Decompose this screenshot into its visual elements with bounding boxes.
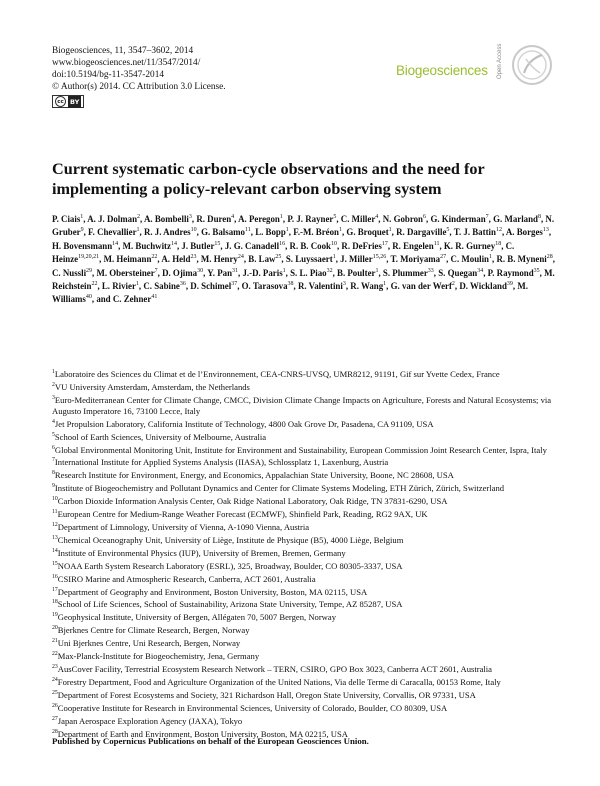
- affiliation-number: 10: [52, 496, 58, 503]
- author-affiliation-mark: 11: [433, 240, 440, 247]
- author: M. Heimann: [103, 254, 152, 265]
- author-affiliation-mark: 1: [136, 227, 140, 234]
- journal-name: Biogeosciences: [396, 63, 488, 78]
- author-affiliation-mark: 22: [91, 280, 98, 287]
- affiliation: [52, 636, 562, 649]
- author-affiliation-mark: 38: [287, 280, 294, 287]
- author: G. Balsamo: [201, 227, 245, 238]
- author: M. Buchwitz: [122, 240, 171, 251]
- affiliation-text: VU University Amsterdam, Amsterdam, the Netherlands: [54, 381, 250, 392]
- author-affiliation-mark: 1: [282, 267, 286, 274]
- author: C. Moulin: [450, 254, 489, 265]
- affiliation-number: 23: [52, 663, 58, 670]
- affiliation-text: Japan Aerospace Exploration Agency (JAXA), Tokyo: [57, 715, 243, 726]
- affiliation: [52, 714, 562, 727]
- affiliation: [52, 507, 562, 520]
- affiliation: [52, 649, 562, 662]
- author-affiliation-mark: 1: [279, 214, 283, 220]
- author: R. J. Andres: [143, 227, 191, 238]
- affiliation-list: [52, 367, 562, 739]
- affiliation: [52, 430, 562, 443]
- affiliation-text: School of Life Sciences, School of Sustainability, Arizona State University, Tempe, AZ 85287, USA: [57, 599, 403, 610]
- author-affiliation-mark: 13: [542, 227, 549, 234]
- author: F.-M. Bréon: [293, 227, 339, 238]
- author: T. J. Battin: [453, 227, 496, 238]
- affiliation-text: Department of Forest Ecosystems and Society, 321 Richardson Hall, Oregon State University, Corvallis, OR 97331, USA: [57, 689, 476, 700]
- author-affiliation-mark: 5: [333, 214, 337, 220]
- author-affiliation-mark: 22: [151, 254, 158, 261]
- affiliation: [52, 494, 562, 507]
- author: R. B. Cook: [289, 240, 331, 251]
- author: C. Heinze: [52, 240, 515, 265]
- affiliation-text: Geophysical Institute, University of Bergen, Allégaten 70, 5007 Bergen, Norway: [57, 612, 337, 623]
- author-affiliation-mark: 3: [188, 214, 192, 220]
- author: T. Moriyama: [390, 254, 441, 265]
- affiliation-text: Department of Geography and Environment, Boston University, Boston, MA 02115, USA: [57, 586, 368, 597]
- author-affiliation-mark: 14: [112, 240, 119, 247]
- author-affiliation-mark: 34: [477, 267, 484, 274]
- author: C. Zehner: [112, 294, 152, 305]
- author: G. van der Werf: [390, 280, 452, 291]
- cc-license-badge[interactable]: [52, 95, 84, 108]
- affiliation-number: 25: [52, 689, 58, 696]
- affiliation-text: Euro-Mediterranean Center for Climate Change, CMCC, Division Climate Change Impacts on Agriculture, Forests and Natural Ecosystems; via Augusto Imperatore 16, 73100 Lecce, Italy: [52, 394, 552, 416]
- citation-line: Biogeosciences, 11, 3547–3602, 2014: [52, 46, 194, 56]
- author-affiliation-mark: 1: [383, 280, 387, 287]
- affiliation-text: CSIRO Marine and Atmospheric Research, Canberra, ACT 2601, Australia: [57, 573, 316, 584]
- affiliation: [52, 380, 562, 393]
- affiliation-text: International Institute for Applied Systems Analysis (IIASA), Schlossplatz 1, Laxenburg, Austria: [54, 457, 389, 468]
- author: R. B. Myneni: [496, 254, 547, 265]
- affiliation-text: School of Earth Sciences, University of Melbourne, Australia: [54, 431, 267, 442]
- affiliation-number: 14: [52, 547, 58, 554]
- affiliation: [52, 675, 562, 688]
- author: R. DeFries: [341, 240, 382, 251]
- author: A. Held: [161, 254, 191, 265]
- author: C. Sabine: [143, 280, 180, 291]
- author: O. Tarasova: [241, 280, 288, 291]
- affiliation-text: European Centre for Medium-Range Weather Forecast (ECMWF), Shinfield Park, Reading, RG2 9AX, UK: [57, 508, 428, 519]
- author: A. J. Dolman: [87, 213, 138, 224]
- author-affiliation-mark: 15,26: [372, 254, 387, 261]
- author: J. G. Canadell: [224, 240, 280, 251]
- affiliation-text: Department of Limnology, University of Vienna, A-1090 Vienna, Austria: [57, 521, 310, 532]
- author: B. Law: [248, 254, 276, 265]
- author-affiliation-mark: 2: [451, 280, 455, 287]
- affiliation-text: Cooperative Institute for Research in Environmental Sciences, University of Colorado, Boulder, CO 80309, USA: [57, 702, 448, 713]
- author: R. Dargaville: [396, 227, 447, 238]
- author: R. Engelen: [392, 240, 434, 251]
- author-affiliation-mark: 3: [342, 280, 346, 287]
- affiliation-text: Department of Earth and Environment, Boston University, Boston, MA 02215, USA: [57, 728, 348, 739]
- author-affiliation-mark: 1: [285, 227, 289, 234]
- author-affiliation-mark: 17: [381, 240, 388, 247]
- author-affiliation-mark: 5: [446, 227, 450, 234]
- author: D. Ojima: [162, 267, 198, 278]
- affiliation-number: 12: [52, 522, 58, 529]
- author-affiliation-mark: 11: [244, 227, 251, 234]
- author-affiliation-mark: 25: [275, 254, 282, 261]
- affiliation: [52, 572, 562, 585]
- author: M. Reichstein: [52, 267, 555, 291]
- affiliation-text: AusCover Facility, Terrestrial Ecosystem Research Network – TERN, CSIRO, GPO Box 3023, Canberra ACT 2601, Australia: [57, 663, 492, 674]
- affiliation: [52, 367, 562, 380]
- author-affiliation-mark: 14: [170, 240, 177, 247]
- affiliation: [52, 623, 562, 636]
- author-affiliation-mark: 4: [375, 214, 379, 220]
- affiliation-text: Jet Propulsion Laboratory, California Institute of Technology, 4800 Oak Grove Dr, Pasadena, CA 91109, USA: [54, 418, 434, 429]
- author-affiliation-mark: 12: [495, 227, 502, 234]
- affiliation-text: Institute of Biogeochemistry and Pollutant Dynamics and Center for Climate Systems Modeling, ETH Zürich, Zürich, Switzerland: [54, 483, 505, 494]
- author-affiliation-mark: 33: [427, 267, 434, 274]
- affiliation: [52, 559, 562, 572]
- author: M. Obersteiner: [96, 267, 155, 278]
- author: J. Miller: [340, 254, 373, 265]
- author-list: P. Ciais$^1$, A. J. Dolman$^2$, A. Bombelli$^3$, R. Duren$^4$, A. Peregon$^1$, P. J. Rayner$^5$, C. Miller$^4$, N. Gobron$^6$, G. Kinderman$^7$, G. Marland$^8$, N. Gruber$^9$, F. Chevallier$^1$, R. J. Andres$^{10}$, G. Balsamo$^{11}$, L. Bopp$^1$, F.-M. Bréon$^1$, G. Broquet$^1$, R. Dargaville$^5$, T. J. Battin$^{12}$, A. Borges$^{13}$, H. Bovensmann$^{14}$, M. Buchwitz$^{14}$, J. Butler$^{15}$, J. G. Canadell$^{16}$, R. B. Cook$^{10}$, R. DeFries$^{17}$, R. Engelen$^{11}$, K. R. Gurney$^{18}$, C. Heinze$^{19,20,21}$, M. Heimann$^{22}$, A. Held$^{23}$, M. Henry$^{24}$, B. Law$^{25}$, S. Luyssaert$^1$, J. Miller$^{15,26}$, T. Moriyama$^{27}$, C. Moulin$^1$, R. B. Myneni$^{28}$, C. Nussli$^{29}$, M. Obersteiner$^7$, D. Ojima$^{30}$, Y. Pan$^{31}$, J.-D. Paris$^1$, S. L. Piao$^{32}$, B. Poulter$^1$, S. Plummer$^{33}$, S. Quegan$^{34}$, P. Raymond$^{35}$, M. Reichstein$^{22}$, L. Rivier$^1$, C. Sabine$^{36}$, D. Schimel$^{37}$, O. Tarasova$^{38}$, R. Valentini$^3$, R. Wang$^1$, G. van der Werf$^2$, D. Wickland$^{39}$, M. Williams$^{40}$, and C. Zehner$^{41}$: [52, 213, 555, 305]
- affiliation-number: 17: [52, 586, 58, 593]
- affiliation: [52, 688, 562, 701]
- cc-by-label: BY: [70, 97, 80, 106]
- affiliation: [52, 520, 562, 533]
- author-affiliation-mark: 41: [151, 294, 158, 301]
- open-access-label: Open Access: [497, 43, 503, 79]
- author-affiliation-mark: 7: [154, 267, 158, 274]
- author: D. Wickland: [459, 280, 507, 291]
- article-metadata: [52, 45, 226, 108]
- author: C. Miller: [340, 213, 376, 224]
- affiliation: [52, 701, 562, 714]
- affiliation-number: 15: [52, 560, 58, 567]
- article-url[interactable]: www.biogeosciences.net/11/3547/2014/: [52, 58, 201, 68]
- affiliation-text: Forestry Department, Food and Agriculture Organization of the United Nations, Via delle Terme di Caracalla, 00153 Rome, Italy: [57, 676, 501, 687]
- author: M. Williams: [52, 280, 528, 305]
- author: K. R. Gurney: [443, 240, 496, 251]
- author-affiliation-mark: 39: [506, 280, 513, 287]
- author-affiliation-mark: 31: [232, 267, 239, 274]
- affiliation-number: 22: [52, 651, 58, 658]
- author-affiliation-mark: 32: [326, 267, 333, 274]
- author-affiliation-mark: 36: [179, 280, 186, 287]
- affiliation: [52, 455, 562, 468]
- cc-logo-icon: cc: [55, 96, 66, 107]
- author-affiliation-mark: 1: [388, 227, 392, 234]
- author-affiliation-mark: 24: [237, 254, 244, 261]
- author-affiliation-mark: 10: [190, 227, 197, 234]
- author: J.-D. Paris: [242, 267, 283, 278]
- affiliation-number: 24: [52, 676, 58, 683]
- affiliation-number: 8: [52, 470, 55, 477]
- author: R. Duren: [196, 213, 232, 224]
- affiliation-number: 27: [52, 715, 58, 722]
- author: S. Luyssaert: [285, 254, 333, 265]
- affiliation-text: Uni Bjerknes Centre, Uni Research, Bergen, Norway: [57, 638, 241, 649]
- author: J. Butler: [181, 240, 215, 251]
- affiliation-number: 11: [52, 509, 58, 516]
- author-affiliation-mark: 1: [135, 280, 139, 287]
- affiliation-number: 20: [52, 625, 58, 632]
- author: A. Peregon: [238, 213, 280, 224]
- affiliation-text: NOAA Earth System Research Laboratory (ESRL), 325, Broadway, Boulder, CO 80305-3337, USA: [57, 560, 403, 571]
- journal-logo-icon: [510, 43, 554, 87]
- author: L. Bopp: [255, 227, 286, 238]
- author: P. Ciais: [52, 213, 81, 224]
- affiliation-text: Research Institute for Environment, Energy, and Economics, Appalachian State University, Boone, NC 28608, USA: [54, 470, 454, 481]
- author-affiliation-mark: 8: [537, 214, 541, 220]
- author-affiliation-mark: 27: [440, 254, 447, 261]
- author-affiliation-mark: 1: [338, 227, 342, 234]
- author-affiliation-mark: 19,20,21: [78, 254, 100, 261]
- affiliation-text: Max-Planck-Institute for Biogeochemistry, Jena, Germany: [57, 650, 260, 661]
- affiliation: [52, 610, 562, 623]
- author-affiliation-mark: 15: [214, 240, 221, 247]
- author: A. Borges: [505, 227, 543, 238]
- affiliation-number: 5: [52, 431, 55, 438]
- affiliation-number: 2: [52, 381, 55, 388]
- author-affiliation-mark: 7: [485, 214, 489, 220]
- affiliation-number: 3: [52, 394, 55, 401]
- author: N. Gobron: [382, 213, 423, 224]
- affiliation: [52, 417, 562, 430]
- affiliation: [52, 533, 562, 546]
- author: B. Poulter: [337, 267, 376, 278]
- affiliation-number: 18: [52, 599, 58, 606]
- author-affiliation-mark: 10: [330, 240, 337, 247]
- affiliation-number: 26: [52, 702, 58, 709]
- affiliation: [52, 468, 562, 481]
- affiliation-number: 4: [52, 418, 55, 425]
- author: M. Henry: [200, 254, 238, 265]
- author: S. Quegan: [438, 267, 478, 278]
- author: G. Kinderman: [430, 213, 486, 224]
- author: S. Plummer: [382, 267, 428, 278]
- author-affiliation-mark: 1: [332, 254, 336, 261]
- author-affiliation-mark: 1: [80, 214, 84, 220]
- author-affiliation-mark: 18: [495, 240, 502, 247]
- author-affiliation-mark: 6: [423, 214, 426, 220]
- affiliation: [52, 597, 562, 610]
- affiliation-text: Carbon Dioxide Information Analysis Center, Oak Ridge National Laboratory, Oak Ridge, TN 37831-6290, USA: [57, 496, 448, 507]
- author: L. Rivier: [101, 280, 136, 291]
- paper-title: Current systematic carbon-cycle observations and the need for implementing a policy-relevant carbon observing system: [52, 160, 485, 198]
- author-affiliation-mark: 40: [85, 294, 92, 301]
- author-affiliation-mark: 16: [279, 240, 286, 247]
- author-affiliation-mark: 37: [231, 280, 238, 287]
- affiliation: [52, 546, 562, 559]
- author-affiliation-mark: 29: [86, 267, 93, 274]
- author: H. Bovensmann: [52, 240, 113, 251]
- affiliation: [52, 662, 562, 675]
- author-affiliation-mark: 2: [137, 214, 141, 220]
- doi-line[interactable]: doi:10.5194/bg-11-3547-2014: [52, 70, 164, 80]
- affiliation-number: 13: [52, 534, 58, 541]
- affiliation-number: 19: [52, 612, 58, 619]
- author: R. Wang: [350, 280, 384, 291]
- copyright-line: © Author(s) 2014. CC Attribution 3.0 License.: [52, 82, 226, 92]
- author-affiliation-mark: 1: [375, 267, 379, 274]
- author-affiliation-mark: 9: [80, 227, 84, 234]
- author: A. Bombelli: [144, 213, 189, 224]
- affiliation-number: 7: [52, 457, 55, 464]
- affiliation-number: 1: [52, 369, 55, 375]
- author-affiliation-mark: 23: [190, 254, 197, 261]
- author: R. Valentini: [297, 280, 343, 291]
- author: F. Chevallier: [88, 227, 137, 238]
- affiliation-text: Laboratoire des Sciences du Climat et de l’Environnement, CEA-CNRS-UVSQ, UMR8212, 91191, Gif sur Yvette Cedex, France: [54, 368, 500, 379]
- author: P. J. Rayner: [287, 213, 334, 224]
- author-affiliation-mark: 28: [546, 254, 553, 261]
- affiliation: [52, 443, 562, 456]
- affiliation-number: 16: [52, 573, 58, 580]
- author: C. Nussli: [52, 267, 87, 278]
- author-affiliation-mark: 1: [489, 254, 492, 261]
- publisher-footer: Published by Copernicus Publications on behalf of the European Geosciences Union.: [52, 736, 369, 746]
- affiliation: [52, 393, 562, 417]
- author-affiliation-mark: 30: [197, 267, 204, 274]
- author-affiliation-mark: 4: [231, 214, 235, 220]
- affiliation-number: 6: [52, 444, 55, 451]
- affiliation: [52, 585, 562, 598]
- affiliation-text: Chemical Oceanography Unit, University of Liège, Institute de Physique (B5), 4000 Liège, Belgium: [57, 534, 404, 545]
- author: Y. Pan: [207, 267, 233, 278]
- affiliation-number: 9: [52, 483, 55, 490]
- author: S. L. Piao: [290, 267, 327, 278]
- affiliation-number: 28: [52, 728, 58, 735]
- author: N. Gruber: [52, 213, 555, 238]
- affiliation-text: Bjerknes Centre for Climate Research, Bergen, Norway: [57, 625, 250, 636]
- author: P. Raymond: [487, 267, 534, 278]
- affiliation-number: 21: [52, 638, 58, 645]
- author: G. Marland: [493, 213, 538, 224]
- affiliation: [52, 481, 562, 494]
- affiliation-text: Global Environmental Monitoring Unit, Institute for Environment and Sustainability, European Commission Joint Research Center, Ispra, Italy: [54, 444, 547, 455]
- author: D. Schimel: [190, 280, 232, 291]
- affiliation-text: Institute of Environmental Physics (IUP), University of Bremen, Bremen, Germany: [57, 547, 346, 558]
- author: G. Broquet: [346, 227, 389, 238]
- author-affiliation-mark: 35: [533, 267, 540, 274]
